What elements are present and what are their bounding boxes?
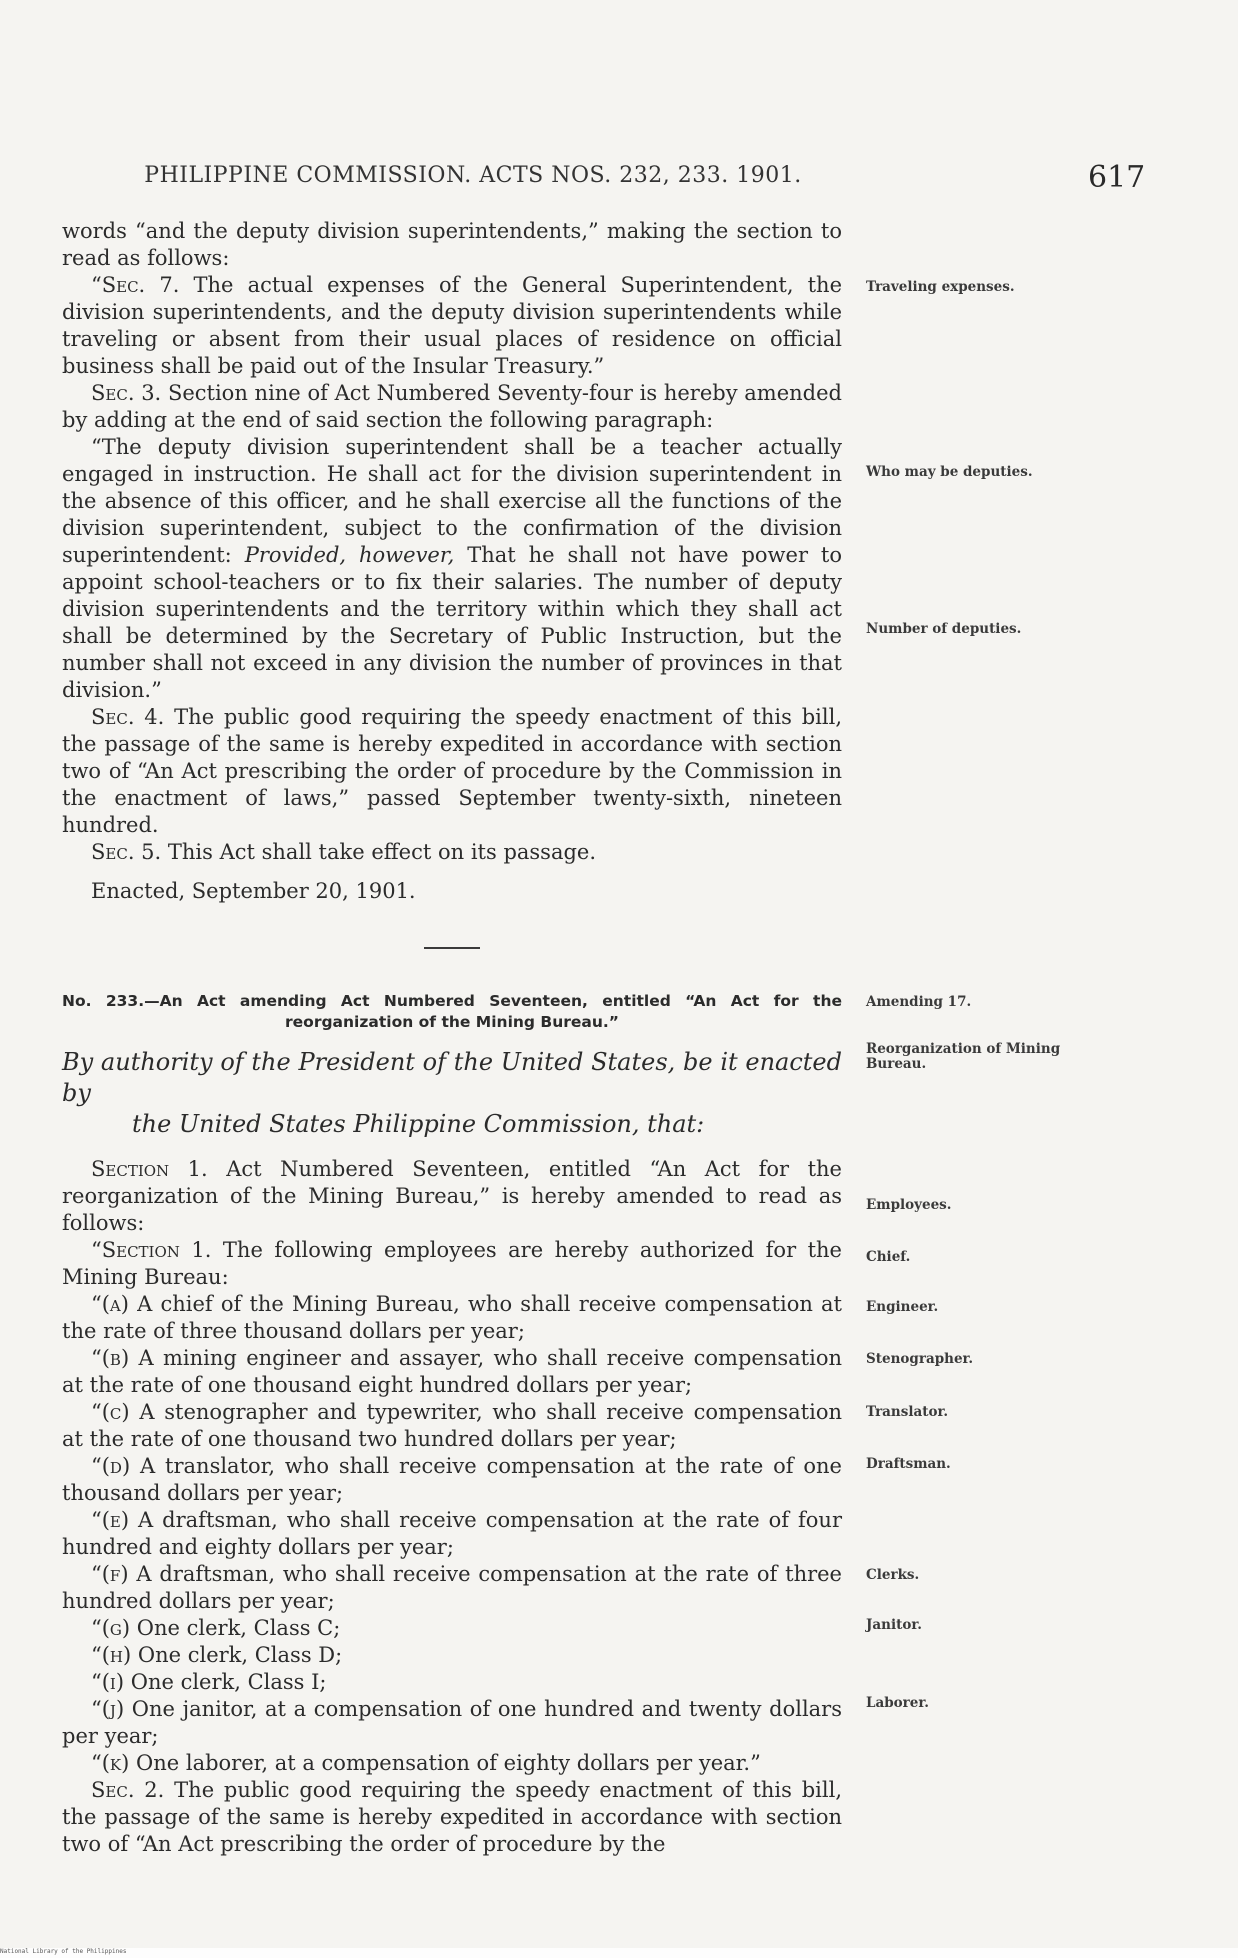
- margin-note: Laborer.: [866, 1695, 929, 1711]
- paragraph-deputy: [62, 434, 842, 704]
- paragraph-text: The public good requiring the speedy enactment of this bill, the passage of the same is hereby expedited in accordance with section two of “An Act prescribing the order of procedure by the Commission in the enactment of laws,” passed September twenty-sixth, nineteen hundred.: [62, 705, 842, 837]
- margin-note: Engineer.: [866, 1299, 939, 1315]
- section-lead: Sec. 4.: [91, 705, 165, 729]
- paragraph: [62, 1291, 842, 1345]
- paragraph: [62, 1156, 842, 1237]
- margin-note: Clerks.: [866, 1567, 920, 1583]
- paragraph: [62, 1453, 842, 1507]
- paragraph-text: The following employees are hereby authorized for the Mining Bureau:: [62, 1238, 842, 1289]
- enacting-clause: [62, 1047, 842, 1140]
- margin-note: Amending 17.: [866, 994, 972, 1010]
- paragraph-text: A mining engineer and assayer, who shall receive compensation at the rate of one thousand eight hundred dollars per year;: [62, 1346, 842, 1397]
- paragraph: [62, 1669, 842, 1696]
- section-lead: “(h): [91, 1643, 132, 1667]
- section-lead: Sec. 5.: [91, 840, 162, 864]
- section-lead: “(i): [91, 1670, 125, 1694]
- paragraph: [62, 1696, 842, 1750]
- paragraph-text: The actual expenses of the General Superintendent, the division superintendents, and the deputy division superintendents while traveling or absent from their usual places of residence on official business shall be paid out of the Insular Treasury.”: [62, 273, 843, 378]
- paragraph: words “and the deputy division superintendents,” making the section to read as follows:: [62, 219, 842, 270]
- enacted-date: Enacted, September 20, 1901.: [91, 879, 416, 903]
- act-heading: No. 233.—An Act amending Act Numbered Seventeen, entitled “An Act for the reorganization of the Mining Bureau.”: [62, 992, 842, 1031]
- section-lead: “(b): [91, 1346, 130, 1370]
- section-lead: “(d): [91, 1454, 131, 1478]
- body-text: [62, 218, 842, 1858]
- paragraph: [62, 1561, 842, 1615]
- footer-text: National Library of the Philippines: [0, 1948, 127, 1955]
- section-lead: Sec. 2.: [91, 1778, 165, 1802]
- margin-note: Reorganization of Mining Bureau.: [866, 1041, 1061, 1072]
- paragraph-text: A chief of the Mining Bureau, who shall receive compensation at the rate of three thousand dollars per year;: [62, 1292, 842, 1343]
- paragraph-text: One clerk, Class D;: [131, 1643, 343, 1667]
- enacting-line: the United States Philippine Commission, that:: [132, 1110, 705, 1138]
- paragraph: [62, 1642, 842, 1669]
- proviso-italic: Provided, however,: [244, 543, 455, 567]
- paragraph-text: One clerk, Class I;: [124, 1670, 327, 1694]
- paragraph-text: A translator, who shall receive compensation at the rate of one thousand dollars per year;: [62, 1454, 842, 1505]
- paragraph: [62, 1237, 842, 1291]
- margin-note: Stenographer.: [866, 1351, 974, 1367]
- section-lead: Section 1.: [91, 1157, 208, 1181]
- paragraph-text: One laborer, at a compensation of eighty dollars per year.”: [129, 1751, 761, 1775]
- paragraph: [62, 1507, 842, 1561]
- paragraph: [62, 704, 842, 839]
- margin-note: Translator.: [866, 1404, 949, 1420]
- paragraph-text: That he shall not have power to appoint school-teachers or to fix their salaries. The number of deputy division superintendents and the territory within which they shall act shall be determined by the Secretary of Public Instruction, but the number shall not exceed in any division the number of provinces in that division.”: [62, 543, 842, 702]
- paragraph: [62, 1615, 842, 1642]
- running-head: PHILIPPINE COMMISSION. ACTS NOS. 232, 233. 1901.: [144, 163, 802, 188]
- page-number: 617: [1088, 160, 1146, 195]
- section-lead: “(e): [91, 1508, 130, 1532]
- paragraph-text: One janitor, at a compensation of one hundred and twenty dollars per year;: [62, 1697, 842, 1748]
- section-lead: “(a): [91, 1292, 129, 1316]
- section-lead: “(f): [91, 1562, 129, 1586]
- act-233-body: [62, 1156, 842, 1858]
- section-lead: “(c): [91, 1400, 130, 1424]
- paragraph-text: “The deputy division superintendent shall be a teacher actually engaged in instruction. He shall act for the division superintendent in the absence of this officer, and he shall exercise all the functions of the division superintendent, subject to the confirmation of the division superintendent:: [62, 435, 842, 567]
- paragraph-text: A draftsman, who shall receive compensation at the rate of three hundred dollars per year;: [62, 1562, 842, 1613]
- paragraph-text: One clerk, Class C;: [130, 1616, 341, 1640]
- paragraph-text: A stenographer and typewriter, who shall receive compensation at the rate of one thousand two hundred dollars per year;: [62, 1400, 842, 1451]
- margin-note: Traveling expenses.: [866, 279, 1015, 295]
- paragraph: [62, 1750, 842, 1777]
- paragraph: [62, 1777, 842, 1858]
- paragraph-text: The public good requiring the speedy enactment of this bill, the passage of the same is hereby expedited in accordance with section two of “An Act prescribing the order of procedure by the: [62, 1778, 842, 1856]
- section-lead: “(j): [91, 1697, 125, 1721]
- section-divider: [424, 947, 480, 949]
- paragraph-text: A draftsman, who shall receive compensation at the rate of four hundred and eighty dollars per year;: [62, 1508, 842, 1559]
- margin-note: Employees.: [866, 1197, 952, 1213]
- footer-strip: [0, 1948, 1238, 1958]
- paragraph: [62, 272, 842, 380]
- enacting-line: By authority of the President of the United States, be it enacted by: [62, 1048, 842, 1107]
- section-lead: “Sec. 7.: [91, 273, 180, 297]
- margin-note: Janitor.: [866, 1617, 922, 1633]
- section-lead: “(g): [91, 1616, 131, 1640]
- paragraph-text: Section nine of Act Numbered Seventy-four is hereby amended by adding at the end of said section the following paragraph:: [62, 381, 842, 432]
- section-lead: Sec. 3.: [91, 381, 162, 405]
- section-lead: “(k): [91, 1751, 130, 1775]
- paragraph: [62, 839, 842, 866]
- paragraph: [62, 380, 842, 434]
- margin-note: Who may be deputies.: [866, 464, 1033, 480]
- margin-note: Chief.: [866, 1249, 911, 1265]
- paragraph: [62, 1345, 842, 1399]
- margin-note: Number of deputies.: [866, 621, 1022, 637]
- paragraph-text: This Act shall take effect on its passage.: [161, 840, 597, 864]
- paragraph: [62, 1399, 842, 1453]
- margin-note: Draftsman.: [866, 1456, 951, 1472]
- paragraph-text: Act Numbered Seventeen, entitled “An Act for the reorganization of the Mining Bureau,” is hereby amended to read as follows:: [62, 1157, 842, 1235]
- section-lead: “Section 1.: [91, 1238, 212, 1262]
